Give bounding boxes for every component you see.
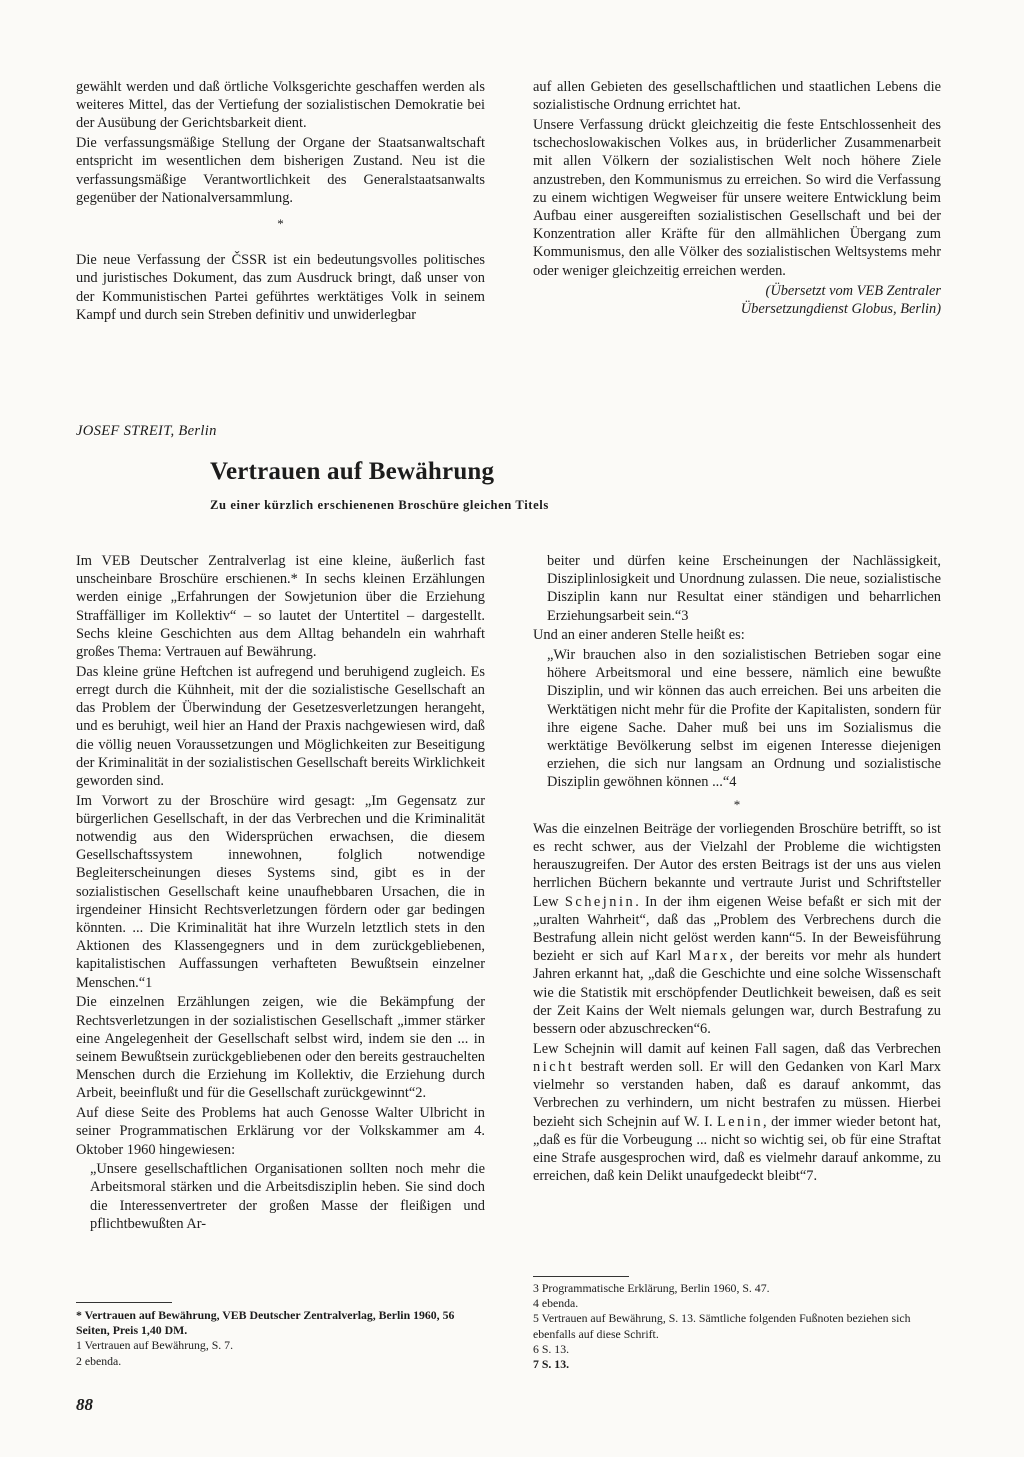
- footnotes-left: [76, 1308, 485, 1369]
- article-title: Vertrauen auf Bewährung: [210, 458, 495, 485]
- quote-paragraph: beiter und dürfen keine Erscheinungen der Nachlässigkeit, Disziplinlosigkeit und Unordnung zulassen. Die neue, sozialistische Disziplin kann nur Resultat einer ständigen und beharrlichen Erziehungsarbeit sein.“3: [547, 553, 941, 624]
- author-name-spaced: Schejnin: [564, 893, 636, 910]
- text-run: . In der ihm eigenen Weise befaßt er sich mit der „uralten Wahrheit“, daß das „Problem des Verbrechens durch die Bestrafung allein nicht gelöst werden kann“5. In der Beweisführung bezieht er sich auf Karl: [533, 893, 941, 965]
- paragraph: Im Vorwort zu der Broschüre wird gesagt: „Im Gegensatz zur bürgerlichen Gesellschaft, in der das Verbrechen und die Kriminalität notwendig aus den Widersprüchen erwachsen, die diesem Gesellschaftssystem innewohnen, folglich notwendige Begleiterscheinungen dieses Systems sind, gibt es in der sozialistischen Gesellschaft keine unaufhebbaren Ursachen, die in irgendeiner Hinsicht Rechtsverletzungen fördern oder gar bedingen könnten. ... Die Kriminalität hat ihre Wurzeln letztlich stets in den Aktionen des Klassengegners und in dem zurückgebliebenen, kapitalistischen Auffassungen verhafteten Bewußtsein einzelner Menschen.“1: [76, 792, 485, 991]
- author-name-spaced: Marx: [688, 948, 730, 965]
- footnote: 7 S. 13.: [533, 1357, 570, 1372]
- author-name-spaced: Lenin: [716, 1113, 764, 1130]
- text-run: , der immer wieder betont hat, „daß es für die Vorbeugung ... nicht so wichtig sei, ob für eine Straftat eine Strafe ausgesprochen wird, daß es vielmehr darauf ankomme, zu erreichen, daß kein Delikt unaufgedeckt bleibt“7.: [533, 1113, 941, 1185]
- paragraph: Und an einer anderen Stelle heißt es:: [533, 627, 745, 644]
- section-separator: *: [277, 215, 284, 231]
- article-author: JOSEF STREIT, Berlin: [76, 423, 217, 439]
- translation-credit: [533, 282, 941, 318]
- footnote: 2 ebenda.: [76, 1353, 122, 1368]
- page-number: 88: [76, 1395, 93, 1414]
- paragraph: auf allen Gebieten des gesellschaftlichen und staatlichen Lebens die sozialistische Ordnung errichtet hat.: [533, 79, 941, 114]
- paragraph: Im VEB Deutscher Zentralverlag ist eine kleine, äußerlich fast unscheinbare Broschüre erschienen.* In sechs kleinen Erzählungen werden einige „Erfahrungen der Sowjetunion über die Erziehung Straffälliger im Kollektiv“ – so lautet der Untertitel – dargestellt. Sechs kleine Geschichten aus dem Alltag behandeln ein wahrhaft großes Thema: Vertrauen auf Bewährung.: [76, 553, 485, 661]
- footnote: * Vertrauen auf Bewährung, VEB Deutscher Zentralverlag, Berlin 1960, 56 Seiten, Preis 1,40 DM.: [76, 1308, 455, 1338]
- top-right-column: [533, 78, 941, 318]
- paragraph: gewählt werden und daß örtliche Volksgerichte geschaffen werden als weiteres Mittel, das der Vertiefung der sozialistischen Demokratie bei der Ausübung der Gerichtsbarkeit dient.: [76, 79, 485, 132]
- footnotes-right: [533, 1281, 941, 1372]
- top-left-column: [76, 78, 485, 325]
- translation-credit-line: (Übersetzt vom VEB Zentraler: [765, 282, 941, 299]
- text-run: , der bereits vor mehr als hundert Jahren erkannt hat, „daß die Geschichte und eine solche Wissenschaft wie die Statistik mit erschöpfender Deutlichkeit beweisen, daß es seit der Zeit Kains der Welt niemals gelungen war, durch Bestrafung zu bessern oder abzuschrecken“6.: [533, 948, 941, 1038]
- paragraph: Die einzelnen Erzählungen zeigen, wie die Bekämpfung der Rechtsverletzungen in der sozialistischen Gesellschaft „immer stärker eine Angelegenheit der Gesellschaft selbst wird, indem sie den ... in seinem Bewußtsein zurückgebliebenen oder den bereits gestrauchelten Menschen durch die Erziehung im Kollektiv, die Erziehung durch Arbeit, beeinflußt und für die Gesellschaft zurückgewinnt“2.: [76, 994, 485, 1102]
- footnote-rule: [533, 1276, 629, 1277]
- paragraph: Das kleine grüne Heftchen ist aufregend und beruhigend zugleich. Es erregt durch die Kühnheit, mit der die sozialistische Gesellschaft an das Problem der Überwindung der Gesetzesverletzungen herangeht, und es beruhigt, weil hier an Hand der Praxis nachgewiesen wird, daß die völlig neuen Voraussetzungen und Möglichkeiten zur Beseitigung der Kriminalität in der sozialistischen Gesellschaft bereits Wirklichkeit geworden sind.: [76, 663, 485, 789]
- paragraph: Die verfassungsmäßige Stellung der Organe der Staatsanwaltschaft entspricht im wesentlichen dem bisherigen Zustand. Neu ist die verfassungsmäßige Verantwortlichkeit des Generalstaatsanwalts gegenüber der Nationalversammlung.: [76, 135, 485, 206]
- footnote-rule: [76, 1302, 172, 1303]
- main-left-column: [76, 552, 485, 1235]
- text-run: bestraft werden soll. Er will den Gedanken von Karl Marx vielmehr so verstanden haben, daß es darauf ankommt, das Verbrechen zu verhindern, um nicht bestrafen zu müssen. Hierbei bezieht sich Schejnin auf W. I.: [533, 1058, 941, 1130]
- section-separator: *: [733, 796, 741, 812]
- paragraph: [533, 820, 941, 1038]
- text-run: Was die einzelnen Beiträge der vorliegenden Broschüre betrifft, so ist es recht schwer, aus der Vielzahl der Probleme die wichtigsten herauszugreifen. Der Autor des ersten Beitrags ist der uns aus vielen herrlichen Büchern bekannte und vertraute Jurist und Schriftsteller Lew: [533, 820, 941, 910]
- footnote: 1 Vertrauen auf Bewährung, S. 7.: [76, 1338, 234, 1353]
- footnote: 5 Vertrauen auf Bewährung, S. 13. Sämtliche folgenden Fußnoten beziehen sich ebenfalls auf diese Schrift.: [533, 1311, 911, 1341]
- footnote: 4 ebenda.: [533, 1296, 579, 1311]
- paragraph: Die neue Verfassung der ČSSR ist ein bedeutungsvolles politisches und juristisches Dokument, das zum Ausdruck bringt, daß unser von der Kommunistischen Partei geführtes werktätiges Volk in seinem Kampf und durch sein Streben definitiv und unwiderlegbar: [76, 252, 485, 323]
- footnote: 3 Programmatische Erklärung, Berlin 1960, S. 47.: [533, 1281, 770, 1295]
- emphasis-spaced: nicht: [533, 1058, 575, 1075]
- main-right-column: [533, 552, 941, 1187]
- paragraph: [533, 1040, 941, 1186]
- text-run: Lew Schejnin will damit auf keinen Fall sagen, daß das Verbrechen: [533, 1040, 941, 1057]
- footnote: 6 S. 13.: [533, 1341, 570, 1356]
- quote-paragraph: „Wir brauchen also in den sozialistischen Betrieben sogar eine höhere Arbeitsmoral und eine bessere, nämlich eine bewußte Disziplin, und wir können das auch erreichen. Bei uns arbeiten die Werktätigen nicht mehr für die Profite der Kapitalisten, sondern für ihre eigene Sache. Daher muß bei uns im Sozialismus die werktätige Bevölkerung selbst im eigenen Interesse diejenigen erziehen, die sich nur langsam an Ordnung und sozialistische Disziplin gewöhnen können ...“4: [547, 647, 941, 791]
- paragraph: Unsere Verfassung drückt gleichzeitig die feste Entschlossenheit des tschechoslowakischen Volkes aus, in brüderlicher Zusammenarbeit mit allen Völkern der sozialistischen Welt noch höhere Ziele anzustreben, den Kommunismus zu erreichen. So wird die Verfassung zu einem wichtigen Wegweiser für unsere weitere Entwicklung beim Aufbau einer ausgereiften sozialistischen Gesellschaft und bei der Konzentration aller Kräfte für den allmählichen Übergang zum Kommunismus, den alle Völker des sozialistischen Weltsystems mehr oder weniger gleichzeitig erreichen werden.: [533, 116, 941, 279]
- article-subtitle: Zu einer kürzlich erschienenen Broschüre gleichen Titels: [210, 498, 549, 512]
- paragraph: Auf diese Seite des Problems hat auch Genosse Walter Ulbricht in seiner Programmatischen Erklärung vor der Volkskammer am 4. Oktober 1960 hingewiesen:: [76, 1105, 485, 1158]
- quote-paragraph: „Unsere gesellschaftlichen Organisationen sollten noch mehr die Arbeitsmoral stärken und die Arbeitsdisziplin heben. Sie sind doch die Interessenvertreter der großen Masse der fleißigen und pflichtbewußten Ar-: [90, 1161, 485, 1232]
- translation-credit-line: Übersetzungdienst Globus, Berlin): [740, 300, 941, 317]
